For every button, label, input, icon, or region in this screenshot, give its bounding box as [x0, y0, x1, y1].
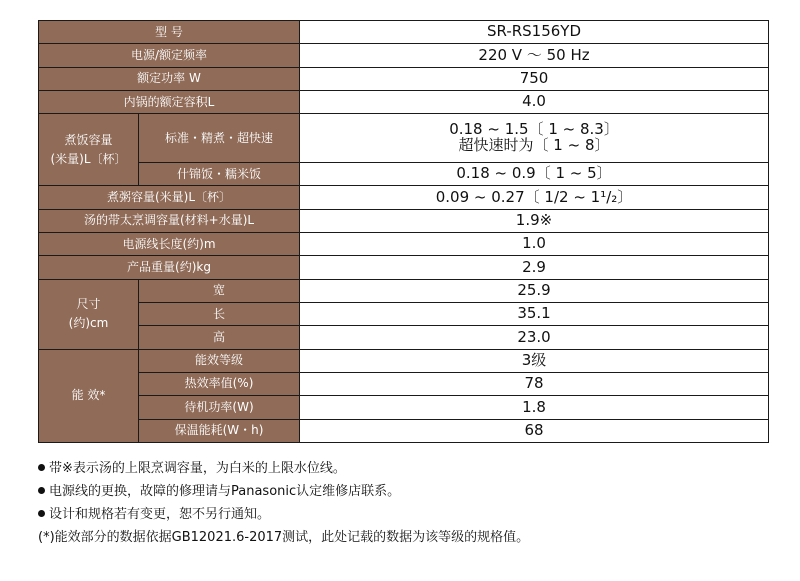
- spec-label-weight: 产品重量(约)kg: [39, 256, 300, 279]
- spec-label-soup: 汤的带太烹调容量(材料+水量)L: [39, 209, 300, 232]
- efficiency-group-label: 能 效*: [39, 349, 139, 442]
- footnote-text: 设计和规格若有变更，恕不另行通知。: [49, 507, 271, 522]
- spec-row-size-width: [39, 279, 769, 302]
- spec-value-rice-standard: [300, 114, 769, 163]
- spec-label-size-width: 宽: [139, 279, 300, 302]
- spec-value-soup: 1.9※: [300, 209, 769, 232]
- bullet-icon: [38, 464, 45, 471]
- rice-standard-value-line1: 0.18 ~ 1.5〔 1 ~ 8.3〕: [449, 120, 619, 139]
- spec-row-size-length: [39, 302, 769, 325]
- spec-value-inner-pot: 4.0: [300, 90, 769, 113]
- spec-value-rice-mixed: 0.18 ~ 0.9〔 1 ~ 5〕: [300, 163, 769, 186]
- rice-capacity-group-label: [39, 114, 139, 186]
- spec-label-rice-mixed: 什锦饭・糯米饭: [139, 163, 300, 186]
- footnote-text: 电源线的更换，故障的修理请与Panasonic认定维修店联系。: [49, 484, 401, 499]
- rice-capacity-label-line1: 煮饭容量: [64, 132, 113, 147]
- spec-row-rice-standard: [39, 114, 769, 163]
- spec-value-model: SR-RS156YD: [300, 21, 769, 44]
- spec-label-rated-power: 额定功率 W: [39, 67, 300, 90]
- size-group-label: [39, 279, 139, 349]
- spec-label-cord: 电源线长度(约)m: [39, 233, 300, 256]
- spec-label-porridge: 煮粥容量(米量)L〔杯〕: [39, 186, 300, 209]
- spec-row-standby: [39, 396, 769, 419]
- footnotes: [38, 457, 778, 549]
- spec-row-rated-power: [39, 67, 769, 90]
- spec-value-porridge: 0.09 ~ 0.27〔 1/2 ~ 1¹/₂〕: [300, 186, 769, 209]
- bullet-icon: [38, 487, 45, 494]
- spec-value-standby: 1.8: [300, 396, 769, 419]
- spec-label-rice-standard: 标准・精煮・超快速: [139, 114, 300, 163]
- spec-label-size-length: 长: [139, 302, 300, 325]
- spec-label-power-supply: 电源/额定频率: [39, 44, 300, 67]
- spec-label-efficiency-grade: 能效等级: [139, 349, 300, 372]
- footnote-cord: [38, 480, 778, 503]
- size-label-line1: 尺寸: [76, 296, 101, 311]
- footnote-design: [38, 503, 778, 526]
- spec-value-rated-power: 750: [300, 67, 769, 90]
- rice-standard-value-line2: 超快速时为〔 1 ~ 8〕: [458, 136, 610, 155]
- spec-row-inner-pot: [39, 90, 769, 113]
- spec-label-model: 型 号: [39, 21, 300, 44]
- spec-row-weight: [39, 256, 769, 279]
- spec-value-thermal: 78: [300, 372, 769, 395]
- bullet-icon: [38, 510, 45, 517]
- spec-label-inner-pot: 内锅的额定容积L: [39, 90, 300, 113]
- spec-label-keepwarm: 保温能耗(W・h): [139, 419, 300, 442]
- footnote-text: (*)能效部分的数据依据GB12021.6-2017测试，此处记载的数据为该等级的规格值。: [38, 530, 530, 545]
- spec-row-power-supply: [39, 44, 769, 67]
- spec-label-standby: 待机功率(W): [139, 396, 300, 419]
- spec-row-efficiency-grade: [39, 349, 769, 372]
- spec-value-size-length: 35.1: [300, 302, 769, 325]
- footnote-text: 带※表示汤的上限烹调容量，为白米的上限水位线。: [49, 461, 346, 476]
- spec-row-soup: [39, 209, 769, 232]
- spec-row-size-height: [39, 326, 769, 349]
- spec-table: [38, 20, 769, 443]
- spec-value-power-supply: 220 V ～ 50 Hz: [300, 44, 769, 67]
- footnote-soup: [38, 457, 778, 480]
- spec-label-thermal: 热效率值(%): [139, 372, 300, 395]
- spec-label-size-height: 高: [139, 326, 300, 349]
- spec-row-keepwarm: [39, 419, 769, 442]
- spec-value-efficiency-grade: 3级: [300, 349, 769, 372]
- spec-row-model: [39, 21, 769, 44]
- spec-row-cord: [39, 233, 769, 256]
- rice-capacity-label-line2: (米量)L〔杯〕: [50, 151, 127, 166]
- spec-value-cord: 1.0: [300, 233, 769, 256]
- spec-row-thermal: [39, 372, 769, 395]
- spec-row-porridge: [39, 186, 769, 209]
- spec-row-rice-mixed: [39, 163, 769, 186]
- spec-value-size-height: 23.0: [300, 326, 769, 349]
- spec-value-size-width: 25.9: [300, 279, 769, 302]
- size-label-line2: (约)cm: [68, 316, 109, 331]
- footnote-efficiency: [38, 526, 778, 549]
- spec-value-weight: 2.9: [300, 256, 769, 279]
- spec-value-keepwarm: 68: [300, 419, 769, 442]
